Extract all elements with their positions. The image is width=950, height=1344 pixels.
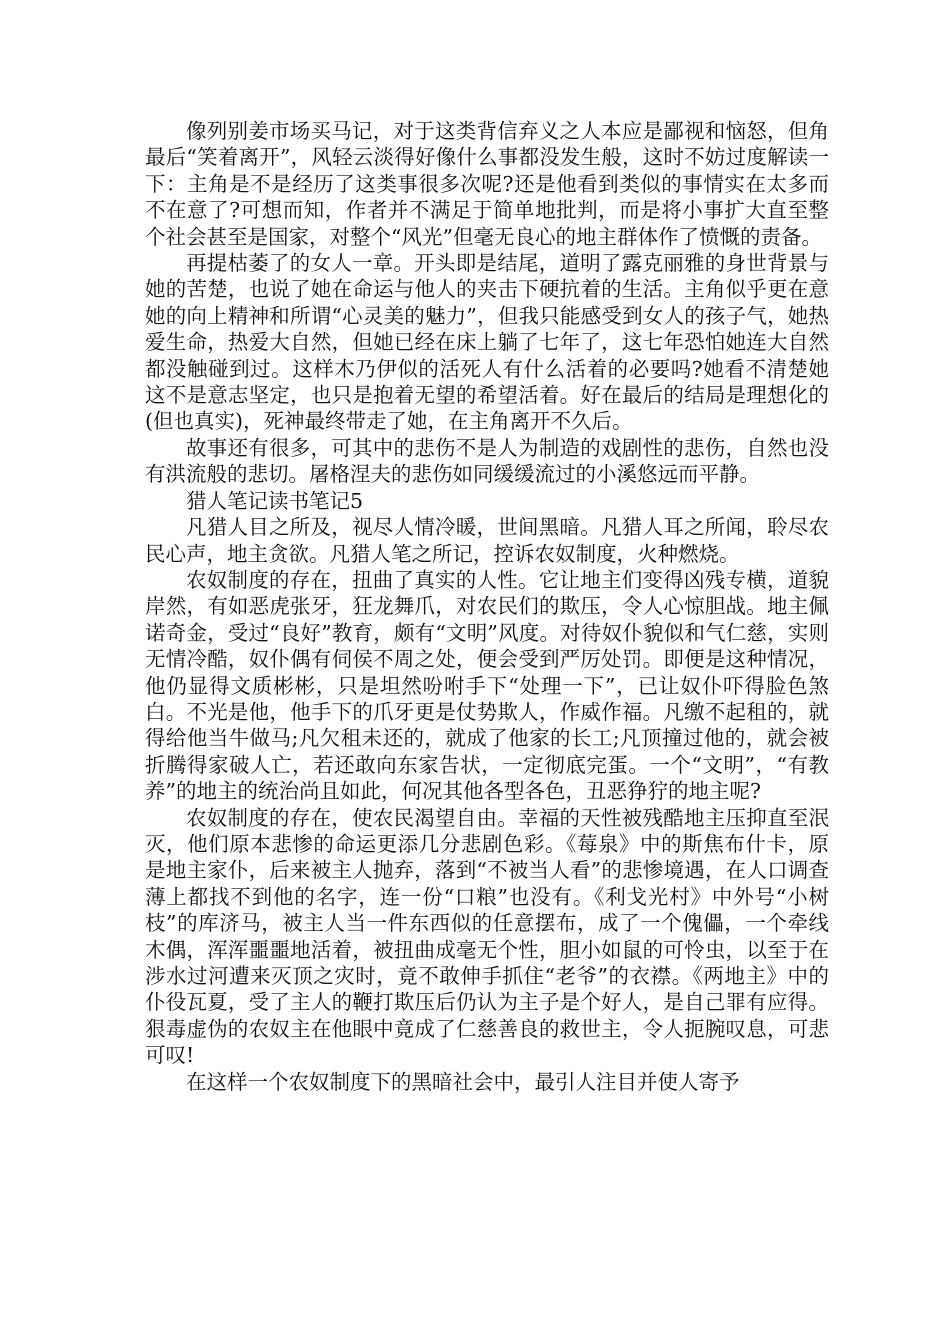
paragraph-hunter-senses: 凡猎人目之所及，视尽人情冷暖，世间黑暗。凡猎人耳之所闻，聆尽农民心声，地主贪欲。凡猎人笔之所记，控诉农奴制度，火种燃烧。 (145, 515, 829, 566)
paragraph-withered-woman: 再提枯萎了的女人一章。开头即是结尾，道明了露克丽雅的身世背景与她的苦楚，也说了她在命运与他人的夹击下硬抗着的生活。主角似乎更在意她的向上精神和所谓“心灵美的魅力”，但我只能感受到女人的孩子气，她热爱生命，热爱大自然，但她已经在床上躺了七年了，这七年恐怕她连大自然都没触碰到过。这样木乃伊似的活死人有什么活着的必要吗?她看不清楚她这不是意志坚定，也只是抱着无望的希望活着。好在最后的结局是理想化的(但也真实)，死神最终带走了她，在主角离开不久后。 (145, 251, 829, 434)
paragraph-dark-society: 在这样一个农奴制度下的黑暗社会中，最引人注目并使人寄予 (186, 1069, 740, 1094)
section-heading: 猎人笔记读书笔记5 (186, 488, 364, 513)
paragraph-serfdom-freedom: 农奴制度的存在，使农民渴望自由。幸福的天性被残酷地主压抑直至泯灭，他们原本悲惨的命运更添几分悲剧色彩。《莓泉》中的斯焦布什卡，原是地主家仆，后来被主人抛弃，落到“不被当人看”的悲惨境遇，在人口调查薄上都找不到他的名字，连一份“口粮”也没有。《利戈光村》中外号“小树枝”的库济马，被主人当一件东西似的任意摆布，成了一个傀儡，一个牵线木偶，浑浑噩噩地活着，被扭曲成毫无个性，胆小如鼠的可怜虫，以至于在涉水过河遭来灭顶之灾时，竟不敢伸手抓住“老爷”的衣襟。《两地主》中的仆役瓦夏，受了主人的鞭打欺压后仍认为主子是个好人，是自己罪有应得。狠毒虚伪的农奴主在他眼中竟成了仁慈善良的救世主，令人扼腕叹息，可悲可叹! (145, 805, 829, 1068)
paragraph-serfdom-landlords: 农奴制度的存在，扭曲了真实的人性。它让地主们变得凶残专横，道貌岸然，有如恶虎张牙，狂龙舞爪，对农民们的欺压，令人心惊胆战。地主佩诺奇金，受过“良好”教育，颇有“文明”风度。对待奴仆貌似和气仁慈，实则无情冷酷，奴仆偶有伺侯不周之处，便会受到严厉处罚。即便是这种情况，他仍显得文质彬彬，只是坦然吩咐手下“处理一下”，已让奴仆吓得脸色煞白。不光是他，他手下的爪牙更是仗势欺人，作威作福。凡缴不起租的，就得给他当牛做马;凡欠租未还的，就成了他家的长工;凡顶撞过他的，就会被折腾得家破人亡，若还敢向东家告状，一定彻底完蛋。一个“文明”，“有教养”的地主的统治尚且如此，何况其他各型各色，丑恶狰狞的地主呢? (145, 567, 829, 804)
paragraph-market-horse: 像列别姜市场买马记，对于这类背信弃义之人本应是鄙视和恼怒，但角最后“笑着离开”，风轻云淡得好像什么事都没发生般，这时不妨过度解读一下：主角是不是经历了这类事很多次呢?还是他看到类似的事情实在太多而不在意了?可想而知，作者并不满足于简单地批判，而是将小事扩大直至整个社会甚至是国家，对整个“风光”但毫无良心的地主群体作了愤慨的责备。 (145, 119, 829, 249)
paragraph-sadness-stream: 故事还有很多，可其中的悲伤不是人为制造的戏剧性的悲伤，自然也没有洪流般的悲切。屠格涅夫的悲伤如同缓缓流过的小溪悠远而平静。 (145, 435, 829, 487)
document-body (145, 118, 829, 1095)
